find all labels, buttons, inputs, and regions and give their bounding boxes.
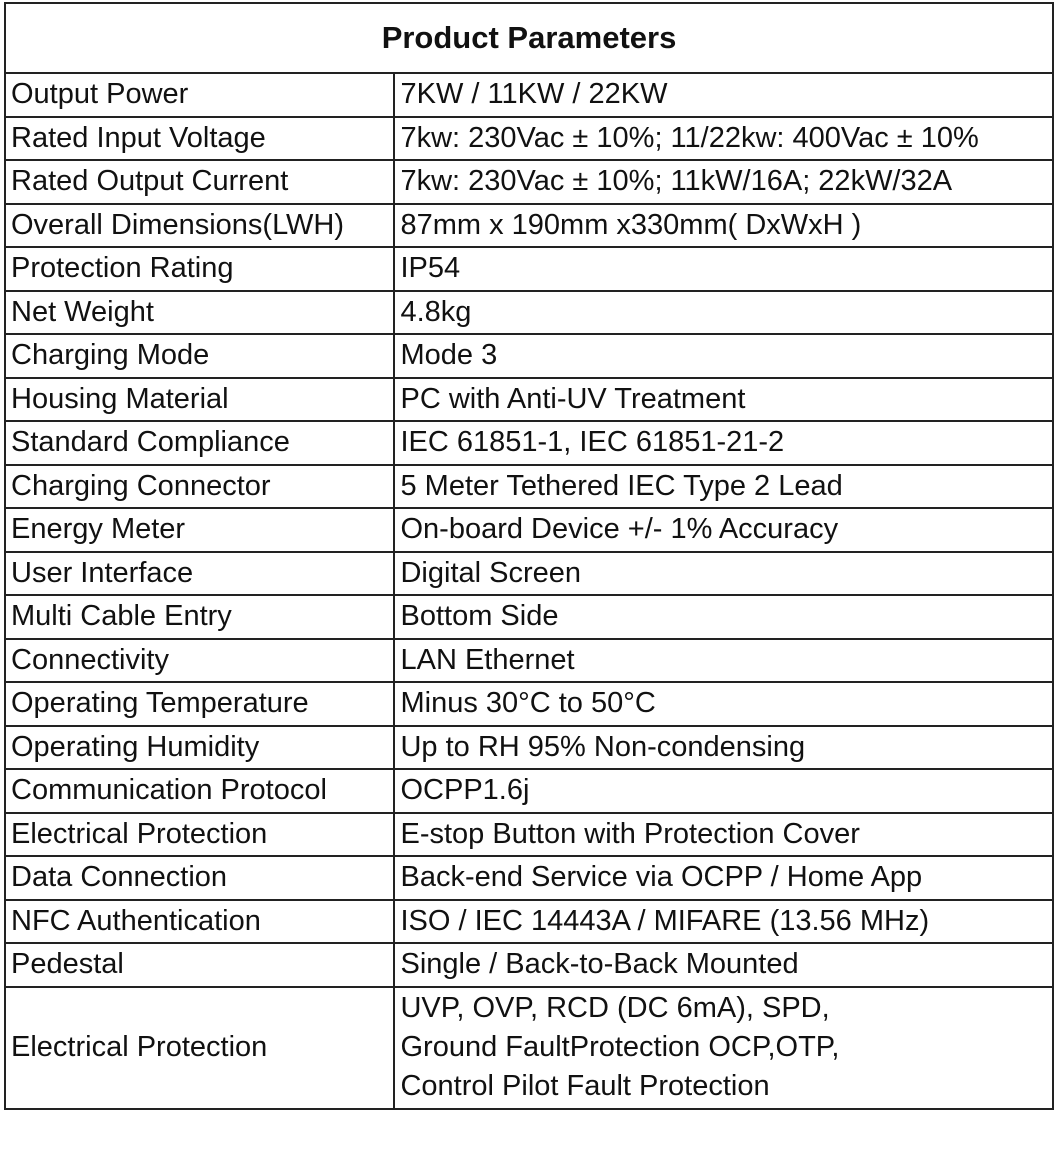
- parameter-label: Output Power: [5, 73, 394, 117]
- table-row: [5, 421, 1053, 465]
- parameter-label: Electrical Protection: [5, 813, 394, 857]
- table-body: [5, 73, 1053, 1109]
- parameter-label: Connectivity: [5, 639, 394, 683]
- parameter-value: On-board Device +/- 1% Accuracy: [394, 508, 1053, 552]
- table-row: [5, 508, 1053, 552]
- table-row: [5, 900, 1053, 944]
- table-title: Product Parameters: [5, 3, 1053, 73]
- table-row: [5, 291, 1053, 335]
- table-row: [5, 595, 1053, 639]
- table-row: [5, 552, 1053, 596]
- parameter-value: ISO / IEC 14443A / MIFARE (13.56 MHz): [394, 900, 1053, 944]
- table-row: [5, 943, 1053, 987]
- parameter-label: Rated Output Current: [5, 160, 394, 204]
- table-row: [5, 813, 1053, 857]
- parameter-value: PC with Anti-UV Treatment: [394, 378, 1053, 422]
- parameter-value: Digital Screen: [394, 552, 1053, 596]
- table-row-multiline: [5, 987, 1053, 1109]
- value-line: Control Pilot Fault Protection: [400, 1070, 770, 1102]
- parameter-value: IP54: [394, 247, 1053, 291]
- parameter-value: 7kw: 230Vac ± 10%; 11/22kw: 400Vac ± 10%: [394, 117, 1053, 161]
- parameter-label: Data Connection: [5, 856, 394, 900]
- table-row: [5, 378, 1053, 422]
- parameter-value: Mode 3: [394, 334, 1053, 378]
- parameter-label: Rated Input Voltage: [5, 117, 394, 161]
- parameter-value: Bottom Side: [394, 595, 1053, 639]
- table-row: [5, 682, 1053, 726]
- table-row: [5, 160, 1053, 204]
- value-line: UVP, OVP, RCD (DC 6mA), SPD,: [400, 992, 830, 1024]
- table-row: [5, 726, 1053, 770]
- table-row: [5, 247, 1053, 291]
- parameter-value: 7kw: 230Vac ± 10%; 11kW/16A; 22kW/32A: [394, 160, 1053, 204]
- parameter-value: IEC 61851-1, IEC 61851-21-2: [394, 421, 1053, 465]
- parameter-value: 7KW / 11KW / 22KW: [394, 73, 1053, 117]
- table-row: [5, 334, 1053, 378]
- product-parameters-table: [4, 2, 1054, 1110]
- parameter-value: 4.8kg: [394, 291, 1053, 335]
- parameter-value: Single / Back-to-Back Mounted: [394, 943, 1053, 987]
- parameter-label: Pedestal: [5, 943, 394, 987]
- table-title-row: [5, 3, 1053, 73]
- parameter-value: OCPP1.6j: [394, 769, 1053, 813]
- parameter-value: LAN Ethernet: [394, 639, 1053, 683]
- parameter-label: Charging Connector: [5, 465, 394, 509]
- table-row: [5, 856, 1053, 900]
- parameter-label: Overall Dimensions(LWH): [5, 204, 394, 248]
- parameter-label: Net Weight: [5, 291, 394, 335]
- parameter-value: Back-end Service via OCPP / Home App: [394, 856, 1053, 900]
- parameter-label: Multi Cable Entry: [5, 595, 394, 639]
- table-row: [5, 465, 1053, 509]
- parameter-label: Electrical Protection: [5, 987, 394, 1109]
- parameter-label: Communication Protocol: [5, 769, 394, 813]
- parameter-value: 87mm x 190mm x330mm( DxWxH ): [394, 204, 1053, 248]
- parameter-label: Energy Meter: [5, 508, 394, 552]
- table-row: [5, 117, 1053, 161]
- table-row: [5, 639, 1053, 683]
- parameter-value: E-stop Button with Protection Cover: [394, 813, 1053, 857]
- parameter-value-multiline: [394, 987, 1053, 1109]
- table-row: [5, 769, 1053, 813]
- parameter-label: Protection Rating: [5, 247, 394, 291]
- value-line: Ground FaultProtection OCP,OTP,: [400, 1031, 840, 1063]
- parameter-label: User Interface: [5, 552, 394, 596]
- parameter-label: NFC Authentication: [5, 900, 394, 944]
- parameter-value: Up to RH 95% Non-condensing: [394, 726, 1053, 770]
- parameter-label: Operating Humidity: [5, 726, 394, 770]
- parameter-value: 5 Meter Tethered IEC Type 2 Lead: [394, 465, 1053, 509]
- parameter-label: Charging Mode: [5, 334, 394, 378]
- parameter-value: Minus 30°C to 50°C: [394, 682, 1053, 726]
- table-row: [5, 204, 1053, 248]
- parameter-label: Housing Material: [5, 378, 394, 422]
- table-row: [5, 73, 1053, 117]
- parameter-label: Standard Compliance: [5, 421, 394, 465]
- parameter-label: Operating Temperature: [5, 682, 394, 726]
